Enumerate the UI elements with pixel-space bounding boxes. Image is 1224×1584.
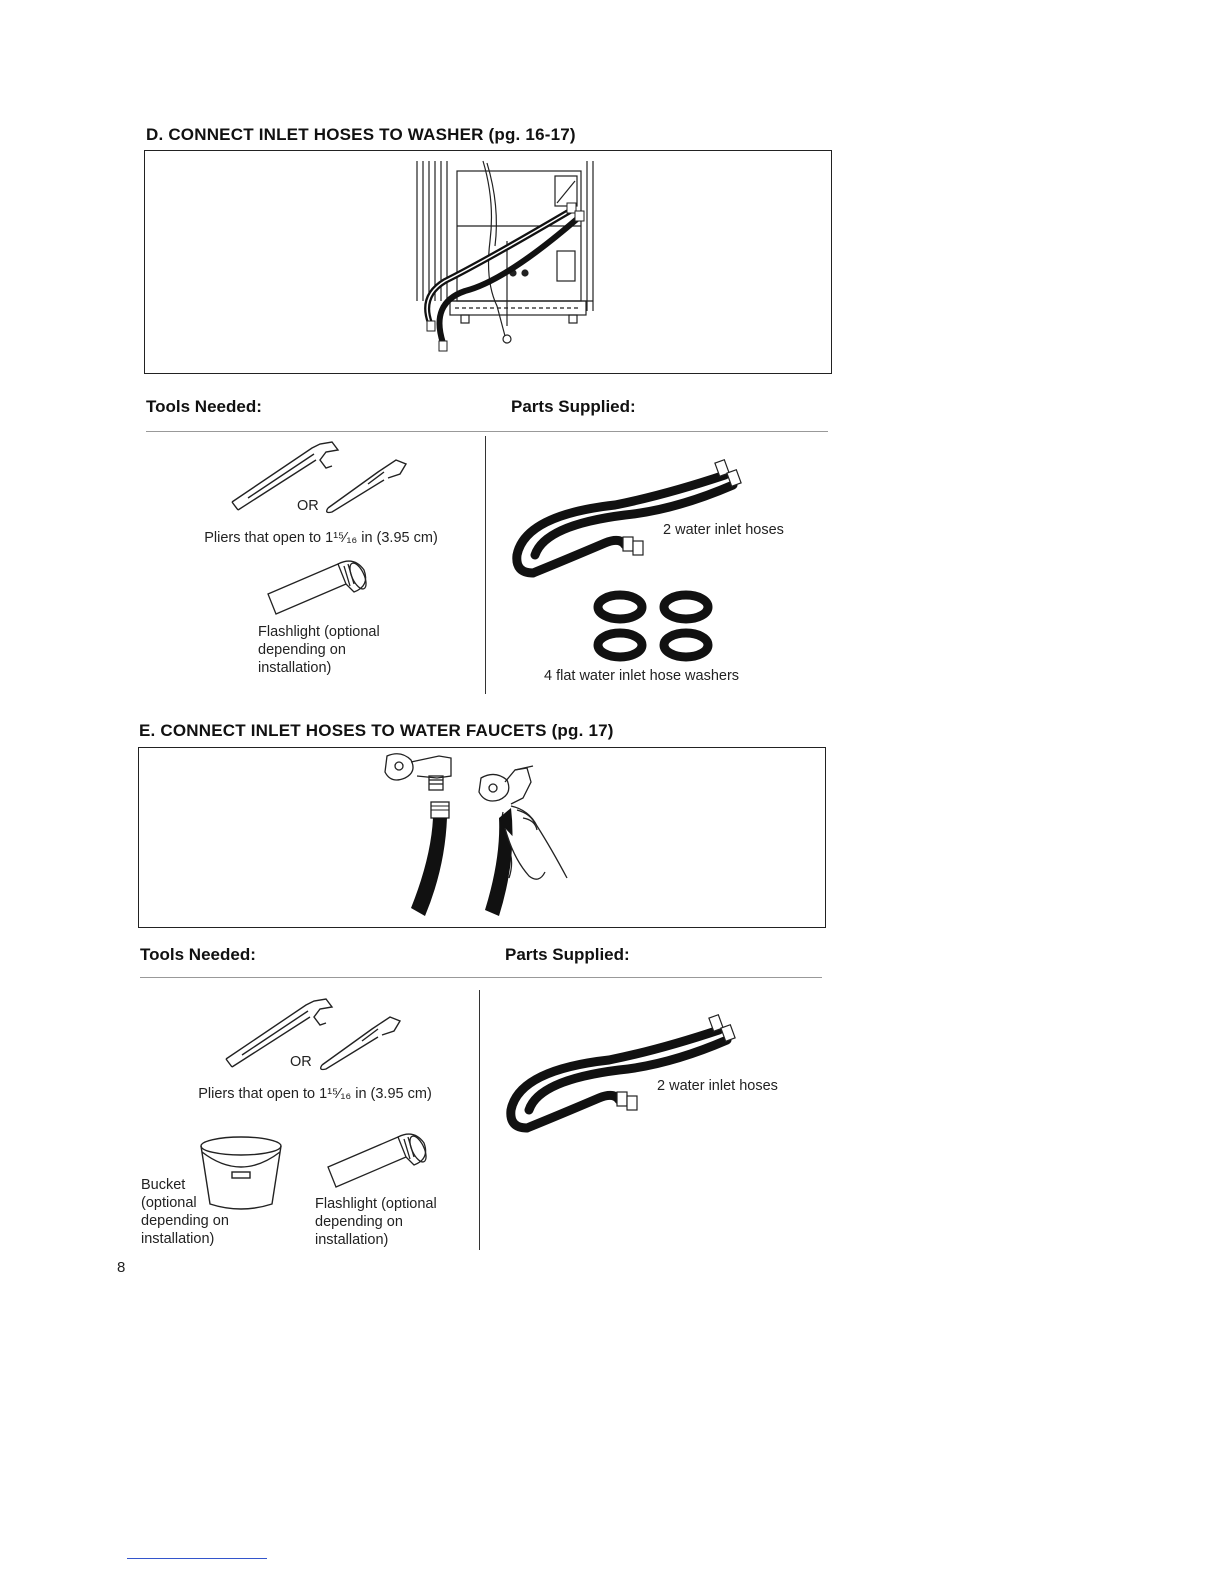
washer-back-illustration-frame <box>144 150 832 374</box>
section-e-bucket-caption: Bucket (optional depending on installation) <box>141 1177 229 1247</box>
flashlight-icon <box>322 1133 432 1191</box>
faucets-illustration-frame <box>138 747 826 928</box>
section-e-parts-heading: Parts Supplied: <box>505 945 630 964</box>
pliers-icon <box>222 995 412 1075</box>
page-number: 8 <box>117 1259 126 1276</box>
section-e-hoses-caption: 2 water inlet hoses <box>657 1078 778 1094</box>
water-inlet-hoses-icon <box>505 455 765 580</box>
section-d-title: D. CONNECT INLET HOSES TO WASHER (pg. 16-17) <box>146 125 576 144</box>
section-d-pliers-caption: Pliers that open to 1¹⁵⁄₁₆ in (3.95 cm) <box>204 530 438 546</box>
flashlight-icon <box>262 560 372 618</box>
section-d-hoses-caption: 2 water inlet hoses <box>663 522 784 538</box>
section-e-title: E. CONNECT INLET HOSES TO WATER FAUCETS (pg. 17) <box>139 721 614 740</box>
water-inlet-hoses-icon <box>499 1010 759 1135</box>
section-d-column-divider <box>485 436 486 694</box>
hose-washers-icon <box>592 589 722 665</box>
section-d-flashlight-caption: Flashlight (optional depending on installation) <box>258 624 380 676</box>
section-e-divider <box>140 977 822 978</box>
section-e-tools-heading: Tools Needed: <box>140 945 256 964</box>
section-d-divider <box>146 431 828 432</box>
pliers-icon <box>228 438 418 518</box>
section-d-or-label: OR <box>297 498 319 514</box>
section-d-washers-caption: 4 flat water inlet hose washers <box>544 668 740 684</box>
section-d-parts-heading: Parts Supplied: <box>511 397 636 416</box>
section-e-column-divider <box>479 990 480 1250</box>
section-e-pliers-caption: Pliers that open to 1¹⁵⁄₁₆ in (3.95 cm) <box>198 1086 432 1102</box>
section-d-tools-heading: Tools Needed: <box>146 397 262 416</box>
section-e-or-label: OR <box>290 1054 312 1070</box>
section-e-flashlight-caption: Flashlight (optional depending on installation) <box>315 1196 437 1248</box>
footer-rule <box>127 1558 267 1559</box>
washer-back-hoses-illustration <box>145 151 831 373</box>
faucet-hose-connection-illustration <box>139 748 825 927</box>
